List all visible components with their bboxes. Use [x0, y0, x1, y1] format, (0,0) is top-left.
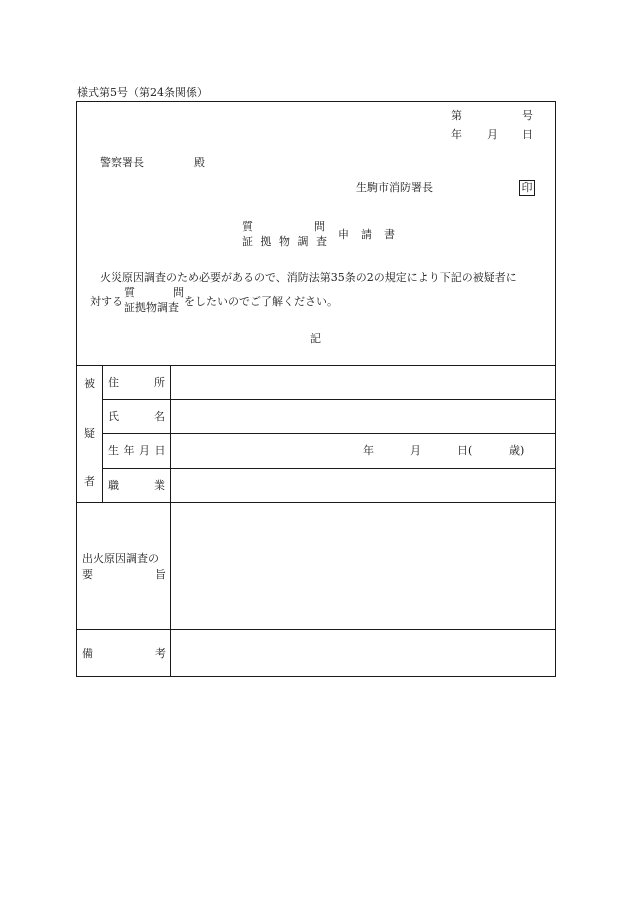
cause-label-line-2 [82, 569, 166, 580]
title-suffix-char: 申 [338, 228, 349, 241]
date-year: 年 [451, 128, 462, 141]
row-line [76, 629, 556, 630]
name-label-char: 氏 [108, 410, 119, 423]
birth-day-mark: 日( [457, 444, 473, 457]
occupation-label-char: 職 [108, 479, 119, 492]
body-inline-upper-2: 問 [173, 286, 184, 299]
title-upper-2: 問 [314, 220, 325, 233]
date-month: 月 [487, 128, 498, 141]
cause-label-char: 要 [82, 568, 93, 581]
remarks-label-char: 備 [82, 647, 93, 660]
seal-mark: 印 [519, 180, 535, 196]
form-label: 様式第5号（第24条関係） [77, 86, 208, 99]
cause-label-line-1: 出火原因調査の [82, 552, 159, 565]
address-label [108, 377, 165, 388]
title-lower [242, 236, 327, 247]
date-day: 日 [522, 128, 533, 141]
col-line [102, 365, 103, 502]
title-lower-char: 査 [316, 235, 327, 248]
addressee-title: 警察署長 [100, 156, 144, 169]
number-suffix: 号 [522, 109, 533, 122]
suspect-char: 被 [84, 377, 95, 390]
sender-name: 生駒市消防署長 [356, 181, 433, 194]
remarks-label [82, 648, 166, 659]
title-upper-1: 質 [242, 220, 253, 233]
title-lower-char: 証 [242, 235, 253, 248]
occupation-label-char: 業 [154, 479, 165, 492]
cause-label-char: 旨 [155, 568, 166, 581]
address-label-char: 所 [154, 376, 165, 389]
suspect-char: 者 [84, 475, 95, 488]
title-lower-char: 拠 [260, 235, 272, 248]
birthdate-label: 生年月日 [108, 444, 170, 457]
title-suffix-char: 書 [384, 228, 395, 241]
number-prefix: 第 [451, 109, 462, 122]
birth-month-mark: 月 [410, 444, 421, 457]
body-line-1: 火災原因調査のため必要があるので、消防法第35条の2の規定により下記の被疑者に [100, 271, 517, 284]
row-line [76, 502, 556, 503]
name-label-char: 名 [154, 410, 165, 423]
table-top-line [76, 365, 556, 366]
birth-year-mark: 年 [363, 444, 374, 457]
addressee-honorific: 殿 [194, 156, 205, 169]
title-lower-char: 物 [279, 235, 290, 248]
body-line-2-prefix: 対する [90, 295, 123, 308]
birth-age-mark: 歳) [509, 444, 525, 457]
ki-mark: 記 [310, 332, 321, 345]
remarks-label-char: 考 [155, 647, 166, 660]
name-label [108, 411, 165, 422]
title-suffix-char: 請 [361, 228, 372, 241]
title-suffix [338, 229, 395, 240]
form-frame [76, 101, 556, 677]
body-inline-lower: 証拠物調査 [124, 301, 179, 314]
suspect-char: 疑 [84, 427, 95, 440]
address-label-char: 住 [108, 376, 119, 389]
occupation-label [108, 480, 165, 491]
col-line [170, 365, 171, 677]
title-lower-char: 調 [297, 235, 309, 248]
body-line-2-suffix: をしたいのでご了解ください。 [184, 295, 338, 308]
body-inline-upper-1: 質 [124, 286, 135, 299]
